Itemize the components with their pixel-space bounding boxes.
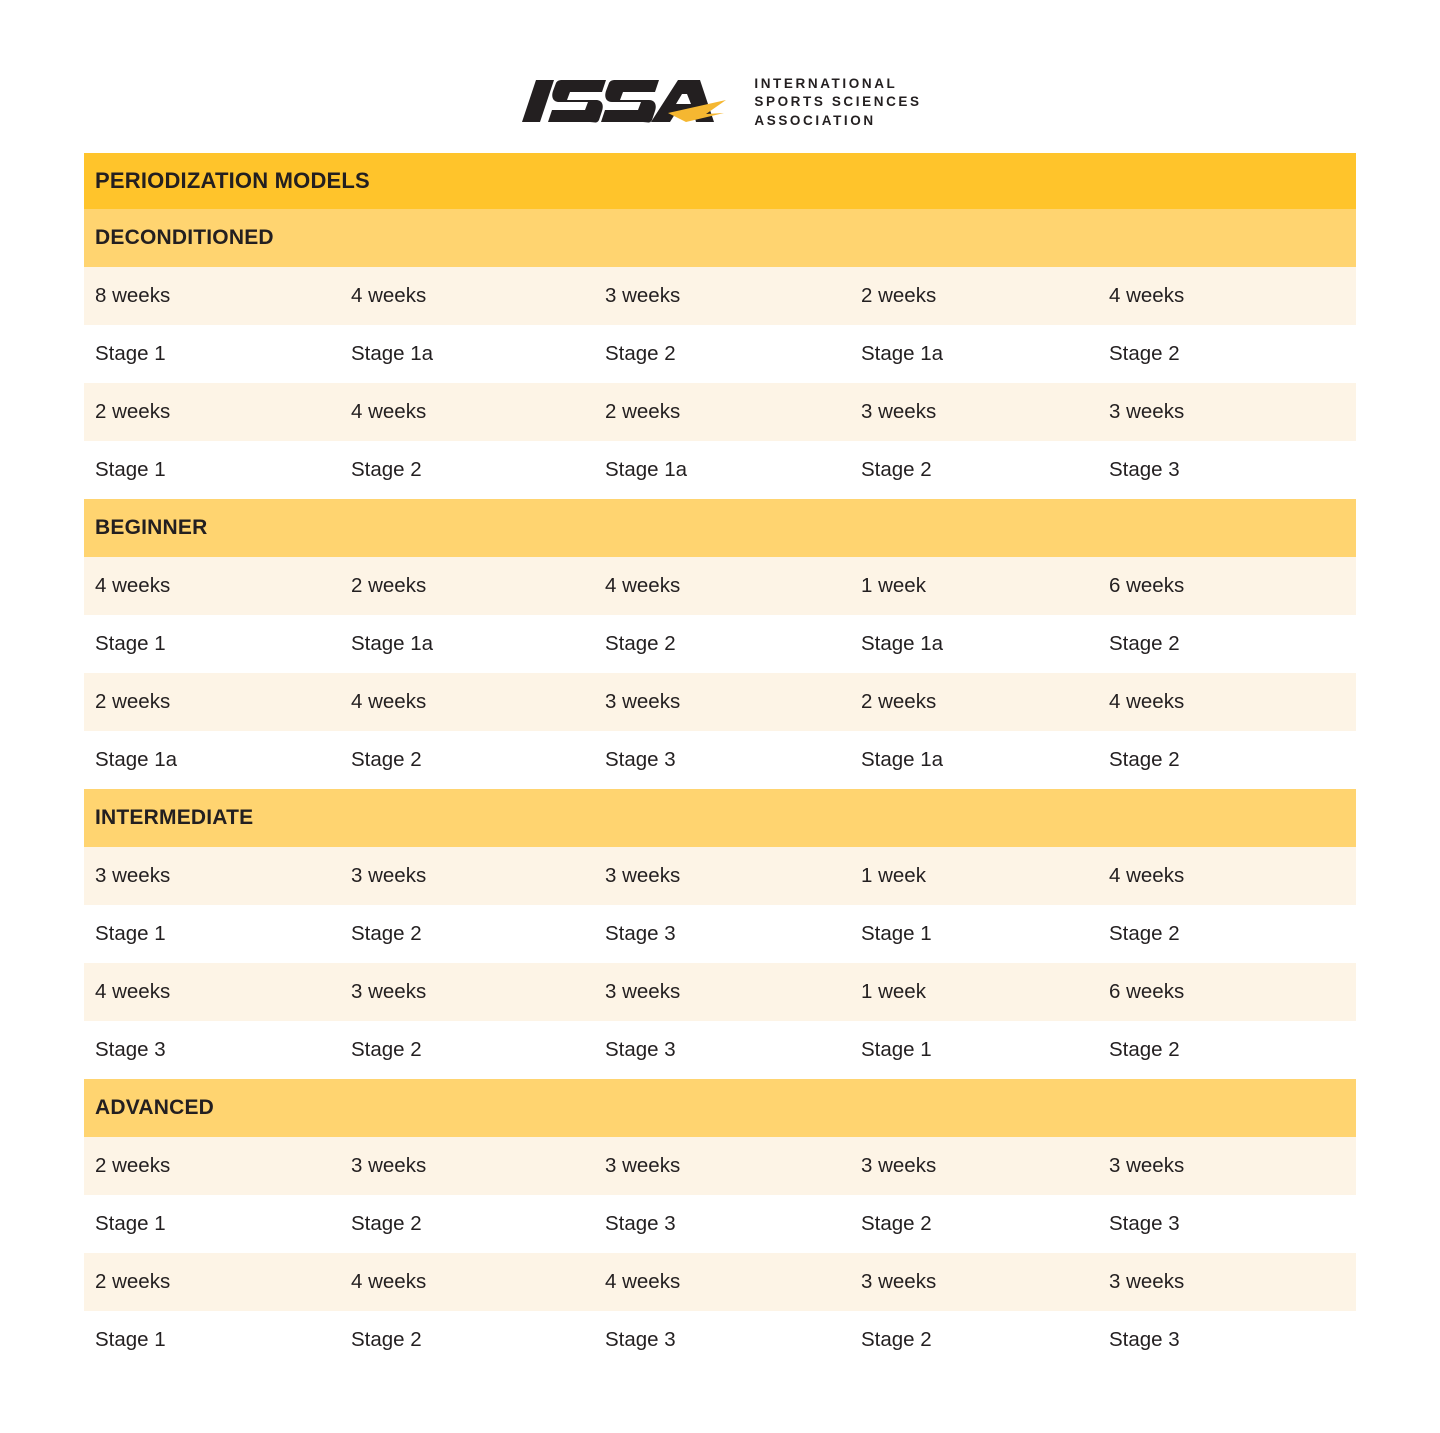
table-cell: Stage 1a [850, 615, 1098, 673]
table-cell: 2 weeks [850, 673, 1098, 731]
table-cell: Stage 3 [594, 1311, 850, 1369]
table-row [84, 1137, 1356, 1195]
table-row [84, 557, 1356, 615]
table-cell: 6 weeks [1098, 963, 1356, 1021]
table-cell: Stage 2 [340, 441, 594, 499]
table-cell: 4 weeks [340, 1253, 594, 1311]
periodization-table-wrap [84, 153, 1356, 1369]
table-cell: Stage 3 [1098, 441, 1356, 499]
table-row [84, 615, 1356, 673]
table-cell: Stage 3 [594, 1195, 850, 1253]
table-row [84, 731, 1356, 789]
table-row [84, 1021, 1356, 1079]
section-header-beginner: BEGINNER [84, 499, 1356, 557]
table-cell: Stage 1 [850, 905, 1098, 963]
table-cell: Stage 3 [84, 1021, 340, 1079]
table-cell: 3 weeks [594, 963, 850, 1021]
table-cell: Stage 1a [340, 615, 594, 673]
table-cell: Stage 1 [84, 905, 340, 963]
table-cell: Stage 2 [850, 441, 1098, 499]
table-cell: Stage 3 [594, 731, 850, 789]
table-row [84, 673, 1356, 731]
table-row [84, 383, 1356, 441]
issa-logo-lockup [518, 72, 921, 130]
table-cell: Stage 3 [1098, 1311, 1356, 1369]
table-cell: 1 week [850, 847, 1098, 905]
table-cell: 8 weeks [84, 267, 340, 325]
table-cell: 2 weeks [84, 673, 340, 731]
periodization-models-table [84, 153, 1356, 1369]
table-cell: Stage 2 [340, 731, 594, 789]
table-cell: Stage 1 [84, 441, 340, 499]
table-cell: Stage 2 [1098, 905, 1356, 963]
table-cell: 2 weeks [340, 557, 594, 615]
table-cell: 4 weeks [84, 557, 340, 615]
table-cell: Stage 1 [850, 1021, 1098, 1079]
tagline-line-2: SPORTS SCIENCES [754, 94, 922, 110]
section-header-deconditioned: DECONDITIONED [84, 209, 1356, 267]
table-row [84, 847, 1356, 905]
table-cell: Stage 2 [340, 1195, 594, 1253]
table-cell: 3 weeks [594, 267, 850, 325]
table-cell: 2 weeks [84, 383, 340, 441]
table-row [84, 1311, 1356, 1369]
table-cell: 4 weeks [1098, 267, 1356, 325]
section-header-row [84, 1079, 1356, 1137]
section-header-advanced: ADVANCED [84, 1079, 1356, 1137]
table-cell: Stage 1a [850, 325, 1098, 383]
table-cell: 1 week [850, 963, 1098, 1021]
issa-tagline [754, 75, 921, 128]
table-cell: 3 weeks [594, 847, 850, 905]
table-cell: 3 weeks [1098, 1253, 1356, 1311]
table-cell: 3 weeks [1098, 1137, 1356, 1195]
table-cell: 3 weeks [594, 1137, 850, 1195]
table-cell: Stage 1a [850, 731, 1098, 789]
section-header-row [84, 499, 1356, 557]
table-cell: Stage 2 [340, 905, 594, 963]
issa-wordmark-icon [518, 72, 728, 130]
table-cell: 4 weeks [594, 1253, 850, 1311]
table-cell: 2 weeks [84, 1137, 340, 1195]
table-cell: 2 weeks [850, 267, 1098, 325]
table-cell: Stage 2 [850, 1311, 1098, 1369]
table-row [84, 905, 1356, 963]
table-cell: 4 weeks [340, 383, 594, 441]
table-cell: Stage 2 [1098, 615, 1356, 673]
table-cell: Stage 2 [1098, 325, 1356, 383]
table-cell: 6 weeks [1098, 557, 1356, 615]
table-cell: 1 week [850, 557, 1098, 615]
tagline-line-3: ASSOCIATION [754, 112, 876, 128]
table-cell: Stage 2 [850, 1195, 1098, 1253]
table-cell: 3 weeks [340, 847, 594, 905]
tagline-line-1: INTERNATIONAL [754, 75, 898, 91]
table-row [84, 267, 1356, 325]
table-cell: Stage 3 [594, 905, 850, 963]
table-cell: 3 weeks [850, 1253, 1098, 1311]
table-cell: Stage 2 [594, 615, 850, 673]
table-title-row [84, 153, 1356, 209]
table-cell: Stage 1 [84, 615, 340, 673]
section-header-row [84, 789, 1356, 847]
table-cell: Stage 1 [84, 1195, 340, 1253]
table-cell: Stage 3 [594, 1021, 850, 1079]
table-cell: 4 weeks [340, 673, 594, 731]
table-row [84, 441, 1356, 499]
section-header-intermediate: INTERMEDIATE [84, 789, 1356, 847]
table-cell: 2 weeks [594, 383, 850, 441]
table-cell: Stage 3 [1098, 1195, 1356, 1253]
table-cell: 4 weeks [84, 963, 340, 1021]
logo-header [0, 0, 1440, 130]
table-cell: 4 weeks [340, 267, 594, 325]
table-cell: 3 weeks [340, 963, 594, 1021]
table-cell: Stage 2 [340, 1021, 594, 1079]
table-cell: 3 weeks [84, 847, 340, 905]
table-cell: Stage 1 [84, 1311, 340, 1369]
table-row [84, 963, 1356, 1021]
table-row [84, 1195, 1356, 1253]
section-header-row [84, 209, 1356, 267]
table-cell: Stage 2 [594, 325, 850, 383]
table-cell: 3 weeks [850, 1137, 1098, 1195]
table-cell: 3 weeks [340, 1137, 594, 1195]
table-row [84, 1253, 1356, 1311]
table-row [84, 325, 1356, 383]
table-cell: Stage 2 [340, 1311, 594, 1369]
table-cell: Stage 2 [1098, 731, 1356, 789]
table-title: PERIODIZATION MODELS [84, 153, 1356, 209]
table-cell: 4 weeks [1098, 673, 1356, 731]
table-cell: 2 weeks [84, 1253, 340, 1311]
table-cell: 4 weeks [594, 557, 850, 615]
table-cell: 3 weeks [1098, 383, 1356, 441]
table-cell: Stage 1a [340, 325, 594, 383]
table-cell: Stage 1a [594, 441, 850, 499]
table-cell: 3 weeks [594, 673, 850, 731]
table-cell: Stage 2 [1098, 1021, 1356, 1079]
table-cell: Stage 1 [84, 325, 340, 383]
table-cell: Stage 1a [84, 731, 340, 789]
table-cell: 3 weeks [850, 383, 1098, 441]
table-cell: 4 weeks [1098, 847, 1356, 905]
table-body [84, 153, 1356, 1369]
